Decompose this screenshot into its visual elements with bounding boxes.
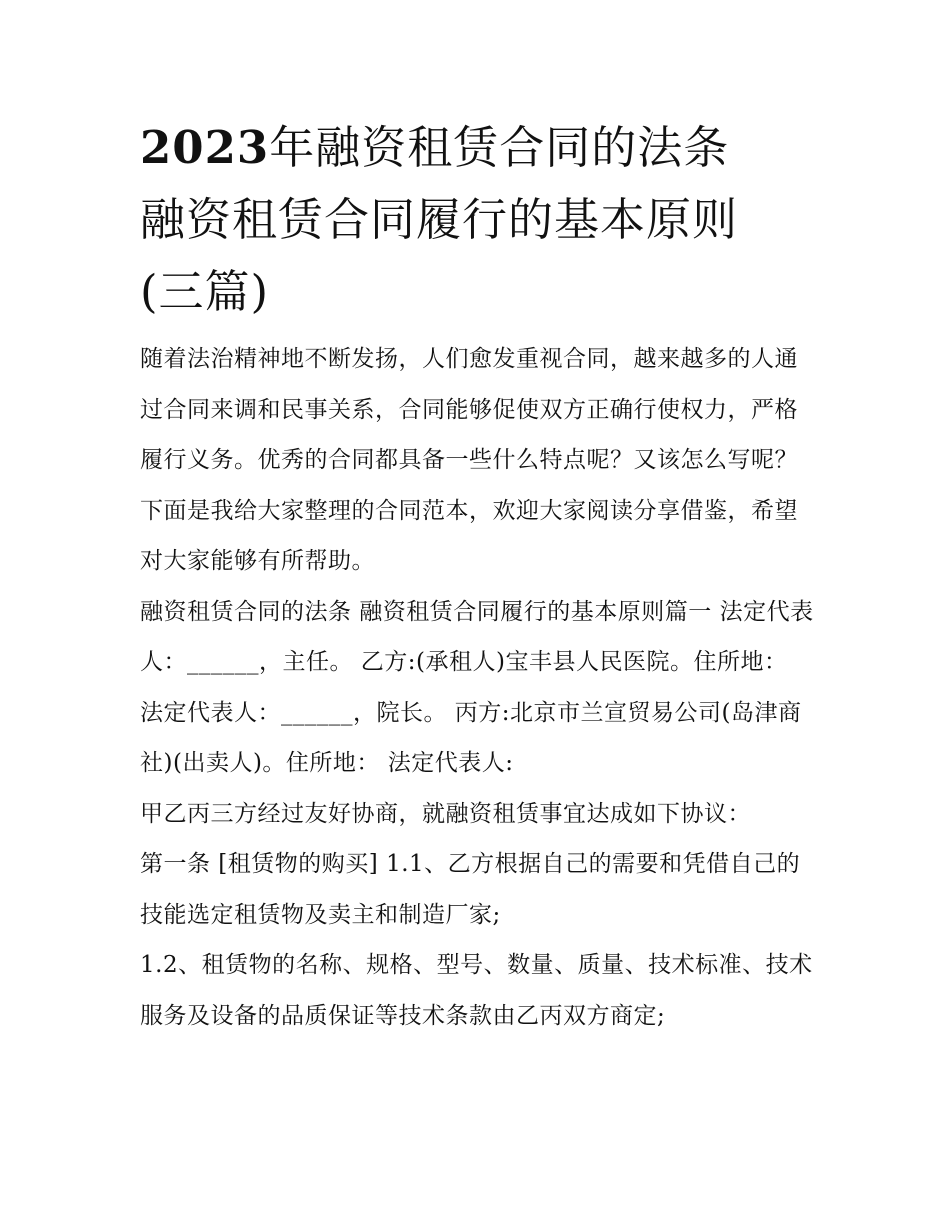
title-line-1 — [140, 112, 820, 184]
title-line-1-text: 年融资租赁合同的法条 — [269, 121, 730, 174]
party-a-paragraph: 融资租赁合同的法条 融资租赁合同履行的基本原则篇一 法定代表人：______，主任。 乙方:(承租人)宝丰县人民医院。住所地： — [140, 598, 814, 675]
article-1-paragraph: 第一条 [租赁物的购买] 1.1、乙方根据自己的需要和凭借自己的技能选定租赁物及卖主和制造厂家; — [140, 851, 801, 928]
title-line-3: (三篇) — [140, 265, 270, 318]
agreement-paragraph: 甲乙丙三方经过友好协商，就融资租赁事宜达成如下协议： — [140, 800, 751, 827]
document-title — [140, 112, 820, 328]
intro-paragraph: 随着法治精神地不断发扬，人们愈发重视合同，越来越多的人通过合同来调和民事关系，合同能够促使双方正确行使权力，严格履行义务。优秀的合同都具备一些什么特点呢？又该怎么写呢？下面是我给大家整理的合同范本，欢迎大家阅读分享借鉴，希望对大家能够有所帮助。 — [140, 346, 798, 574]
title-year: 2023 — [140, 121, 270, 174]
document-page — [140, 112, 820, 1041]
title-line-2: 融资租赁合同履行的基本原则 — [140, 193, 739, 246]
party-c-paragraph: 法定代表人：______，院长。 丙方:北京市兰宣贸易公司(岛津商社)(出卖人)。住所地： 法定代表人: — [140, 699, 802, 776]
article-1-2-paragraph: 1.2、租赁物的名称、规格、型号、数量、质量、技术标准、技术服务及设备的品质保证等技术条款由乙丙双方商定; — [140, 952, 813, 1029]
